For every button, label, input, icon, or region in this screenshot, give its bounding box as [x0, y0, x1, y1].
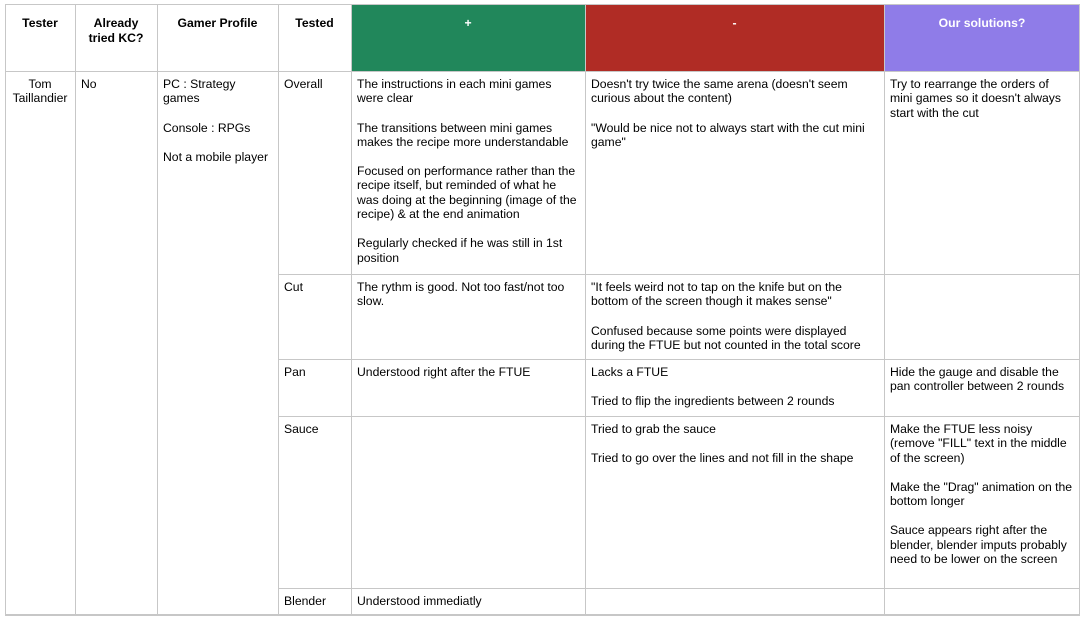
- minus-cell[interactable]: [585, 359, 884, 416]
- tested-cell[interactable]: Cut: [284, 280, 303, 294]
- note-line: The instructions in each mini games were clear: [357, 77, 552, 106]
- note-line: "Would be nice not to always start with the cut mini game": [591, 120, 865, 149]
- gamer-profile-line: Not a mobile player: [163, 149, 268, 164]
- note-line: The rythm is good. Not too fast/not too slow.: [357, 280, 565, 309]
- note-line: Tried to go over the lines and not fill in the shape: [591, 451, 854, 466]
- already-tried-value[interactable]: No: [81, 77, 97, 91]
- grid-line: [5, 614, 1080, 616]
- tester-name[interactable]: Tom Taillandier: [12, 77, 68, 106]
- note-line: Understood right after the FTUE: [357, 365, 531, 379]
- tested-cell[interactable]: Blender: [284, 594, 327, 608]
- grid-line: [1079, 4, 1080, 616]
- header-tested[interactable]: Tested: [295, 16, 334, 30]
- note-line: Sauce appears right after the blender, blender imputs probably need to be lower on the screen: [890, 523, 1067, 567]
- solutions-cell[interactable]: [884, 274, 1080, 359]
- note-line: Tried to grab the sauce: [591, 422, 716, 436]
- note-line: Try to rearrange the orders of mini games so it doesn't always start with the cut: [890, 77, 1061, 120]
- minus-cell[interactable]: [585, 274, 884, 359]
- grid-line: [278, 274, 1080, 275]
- tested-cell[interactable]: Pan: [284, 365, 306, 379]
- grid-line: [5, 4, 1080, 5]
- minus-cell[interactable]: [585, 71, 884, 274]
- note-line: The transitions between mini games makes the recipe more understandable: [357, 120, 569, 149]
- solutions-cell[interactable]: [884, 71, 1080, 274]
- solutions-cell[interactable]: [884, 588, 1080, 616]
- grid-line: [351, 4, 352, 616]
- note-line: Understood immediatly: [357, 594, 482, 608]
- plus-cell[interactable]: [351, 274, 585, 359]
- note-line: Regularly checked if he was still in 1st position: [357, 236, 563, 265]
- note-line: Tried to flip the ingredients between 2 rounds: [591, 394, 835, 409]
- gamer-profile-cell[interactable]: [157, 71, 278, 616]
- minus-cell[interactable]: [585, 588, 884, 616]
- grid-line: [884, 4, 885, 616]
- grid-line: [278, 4, 279, 616]
- plus-cell[interactable]: [351, 416, 585, 588]
- note-line: Hide the gauge and disable the pan controller between 2 rounds: [890, 365, 1065, 394]
- note-line: Confused because some points were displayed during the FTUE but not counted in the total score: [591, 323, 861, 352]
- note-line: Doesn't try twice the same arena (doesn't seem curious about the content): [591, 77, 848, 106]
- plus-cell[interactable]: [351, 588, 585, 616]
- header-tester[interactable]: Tester: [22, 16, 58, 30]
- header-already-tried[interactable]: Already tried KC?: [88, 16, 144, 45]
- solutions-cell[interactable]: [884, 359, 1080, 416]
- header-plus[interactable]: +: [351, 4, 585, 71]
- header-solutions[interactable]: Our solutions?: [884, 4, 1080, 71]
- solutions-cell[interactable]: [884, 416, 1080, 588]
- grid-line: [278, 359, 1080, 360]
- grid-line: [157, 4, 158, 616]
- grid-line: [5, 4, 6, 616]
- header-minus[interactable]: -: [585, 4, 884, 71]
- grid-line: [278, 416, 1080, 417]
- note-line: Focused on performance rather than the recipe itself, but reminded of what he was doing at the beginning (image of the recipe) & at the end animation: [357, 164, 577, 222]
- note-line: Make the "Drag" animation on the bottom longer: [890, 479, 1073, 509]
- note-line: "It feels weird not to tap on the knife but on the bottom of the screen though it makes sense": [591, 280, 842, 309]
- header-gamer-profile[interactable]: Gamer Profile: [177, 16, 258, 30]
- plus-cell[interactable]: [351, 71, 585, 274]
- minus-cell[interactable]: [585, 416, 884, 588]
- grid-line: [585, 4, 586, 616]
- tested-cell[interactable]: Overall: [284, 77, 323, 91]
- tested-cell[interactable]: Sauce: [284, 422, 319, 436]
- feedback-table: [5, 4, 1080, 616]
- gamer-profile-line: Console : RPGs: [163, 120, 251, 135]
- note-line: Lacks a FTUE: [591, 365, 669, 379]
- grid-line: [75, 4, 76, 616]
- grid-line: [5, 71, 1080, 72]
- grid-line: [278, 588, 1080, 589]
- note-line: Make the FTUE less noisy (remove "FILL" text in the middle of the screen): [890, 422, 1067, 465]
- plus-cell[interactable]: [351, 359, 585, 416]
- gamer-profile-line: PC : Strategy games: [163, 77, 236, 106]
